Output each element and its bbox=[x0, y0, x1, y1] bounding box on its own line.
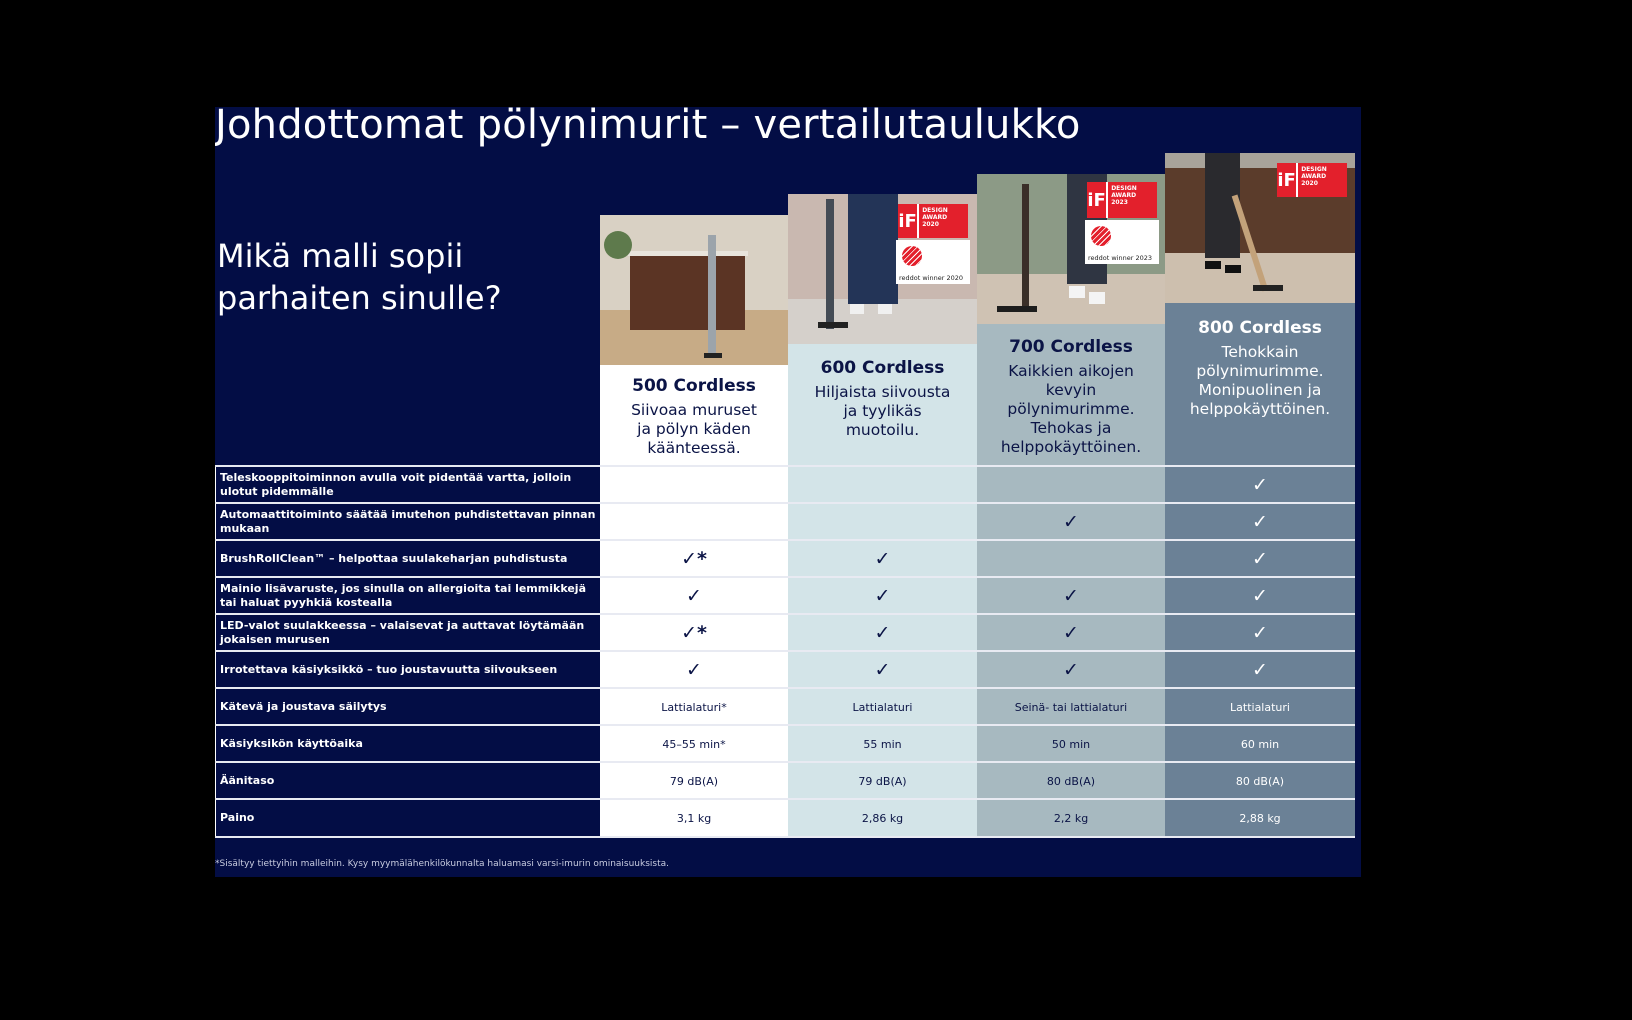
subtitle: Mikä malli sopii parhaiten sinulle? bbox=[217, 237, 502, 317]
model-description: Tehokkain pölynimurimme. Monipuolinen ja helppokäyttöinen. bbox=[1189, 343, 1331, 418]
product-image-500 bbox=[600, 215, 788, 365]
if-design-award-badge: iF DESIGN AWARD 2023 bbox=[1087, 182, 1157, 218]
table-row bbox=[215, 613, 1355, 651]
value-cell: Lattialaturi bbox=[1165, 689, 1355, 725]
value-cell: 50 min bbox=[977, 726, 1165, 762]
value-cell: Seinä- tai lattialaturi bbox=[977, 689, 1165, 725]
table-row bbox=[215, 761, 1355, 799]
table-row bbox=[215, 724, 1355, 762]
feature-label: Käsiyksikön käyttöaika bbox=[215, 726, 599, 762]
check-icon: ✓ bbox=[1165, 615, 1355, 651]
value-cell: 2,2 kg bbox=[977, 800, 1165, 836]
value-cell: 45–55 min* bbox=[600, 726, 788, 762]
value-cell: 80 dB(A) bbox=[1165, 763, 1355, 799]
feature-label: Äänitaso bbox=[215, 763, 599, 799]
check-icon: ✓ bbox=[788, 615, 977, 651]
table-row bbox=[215, 798, 1355, 838]
check-icon: ✓ bbox=[600, 578, 788, 614]
value-cell: 79 dB(A) bbox=[600, 763, 788, 799]
check-icon: ✓ bbox=[1165, 467, 1355, 503]
check-icon: ✓ bbox=[788, 541, 977, 577]
table-row bbox=[215, 576, 1355, 614]
check-icon: ✓* bbox=[600, 541, 788, 577]
check-icon: ✓ bbox=[788, 578, 977, 614]
reddot-icon bbox=[1091, 226, 1111, 246]
check-icon: ✓ bbox=[1165, 504, 1355, 540]
value-cell: 2,88 kg bbox=[1165, 800, 1355, 836]
check-icon: ✓ bbox=[977, 578, 1165, 614]
if-logo-icon: iF bbox=[1277, 163, 1298, 197]
model-name: 500 Cordless bbox=[632, 376, 756, 396]
reddot-award-badge: reddot winner 2020 bbox=[896, 240, 970, 284]
reddot-icon bbox=[902, 246, 922, 266]
value-cell: 80 dB(A) bbox=[977, 763, 1165, 799]
feature-label: Paino bbox=[215, 800, 599, 836]
value-cell: 55 min bbox=[788, 726, 977, 762]
model-description: Kaikkien aikojen kevyin pölynimurimme. Tehokas ja helppokäyttöinen. bbox=[1000, 362, 1142, 456]
value-cell: 79 dB(A) bbox=[788, 763, 977, 799]
model-name: 800 Cordless bbox=[1198, 318, 1322, 338]
model-column-800 bbox=[1165, 153, 1355, 465]
check-icon: ✓ bbox=[1165, 578, 1355, 614]
check-icon: ✓ bbox=[600, 652, 788, 688]
feature-label: Teleskooppitoiminnon avulla voit pidentää vartta, jolloin ulotut pidemmälle bbox=[215, 467, 599, 503]
model-name: 600 Cordless bbox=[820, 358, 945, 378]
model-description: Siivoaa muruset ja pölyn käden käänteessä. bbox=[631, 401, 757, 457]
value-cell: Lattialaturi* bbox=[600, 689, 788, 725]
feature-label: Irrotettava käsiyksikkö – tuo joustavuutta siivoukseen bbox=[215, 652, 599, 688]
table-row bbox=[215, 687, 1355, 725]
value-cell: 60 min bbox=[1165, 726, 1355, 762]
feature-label: BrushRollClean™ – helpottaa suulakeharjan puhdistusta bbox=[215, 541, 599, 577]
if-design-award-badge: iF DESIGN AWARD 2020 bbox=[898, 204, 968, 238]
table-row bbox=[215, 650, 1355, 688]
if-logo-icon: iF bbox=[1087, 182, 1108, 218]
model-column-500 bbox=[600, 215, 788, 465]
value-cell: 2,86 kg bbox=[788, 800, 977, 836]
table-row bbox=[215, 539, 1355, 577]
check-icon: ✓* bbox=[600, 615, 788, 651]
model-column-700 bbox=[977, 174, 1165, 465]
feature-label: Kätevä ja joustava säilytys bbox=[215, 689, 599, 725]
feature-label: Automaattitoiminto säätää imutehon puhdistettavan pinnan mukaan bbox=[215, 504, 599, 540]
check-icon: ✓ bbox=[1165, 652, 1355, 688]
model-name: 700 Cordless bbox=[1009, 337, 1133, 357]
feature-label: LED-valot suulakkeessa – valaisevat ja auttavat löytämään jokaisen murusen bbox=[215, 615, 599, 651]
check-icon: ✓ bbox=[1165, 541, 1355, 577]
check-icon: ✓ bbox=[977, 504, 1165, 540]
comparison-slide bbox=[215, 107, 1361, 877]
table-row bbox=[215, 465, 1355, 503]
table-row bbox=[215, 502, 1355, 540]
footnote: *Sisältyy tiettyihin malleihin. Kysy myymälähenkilökunnalta haluamasi varsi-imurin ominaisuuksista. bbox=[215, 859, 670, 869]
model-description: Hiljaista siivousta ja tyylikäs muotoilu. bbox=[814, 383, 951, 439]
value-cell: Lattialaturi bbox=[788, 689, 977, 725]
feature-label: Mainio lisävaruste, jos sinulla on allergioita tai lemmikkejä tai haluat pyyhkiä kostealla bbox=[215, 578, 599, 614]
if-logo-icon: iF bbox=[898, 204, 919, 238]
reddot-award-badge: reddot winner 2023 bbox=[1085, 220, 1159, 264]
value-cell: 3,1 kg bbox=[600, 800, 788, 836]
if-design-award-badge: iF DESIGN AWARD 2020 bbox=[1277, 163, 1347, 197]
check-icon: ✓ bbox=[788, 652, 977, 688]
page-title: Johdottomat pölynimurit – vertailutaulukko bbox=[215, 107, 1081, 148]
check-icon: ✓ bbox=[977, 652, 1165, 688]
check-icon: ✓ bbox=[977, 615, 1165, 651]
model-column-600 bbox=[788, 194, 977, 465]
